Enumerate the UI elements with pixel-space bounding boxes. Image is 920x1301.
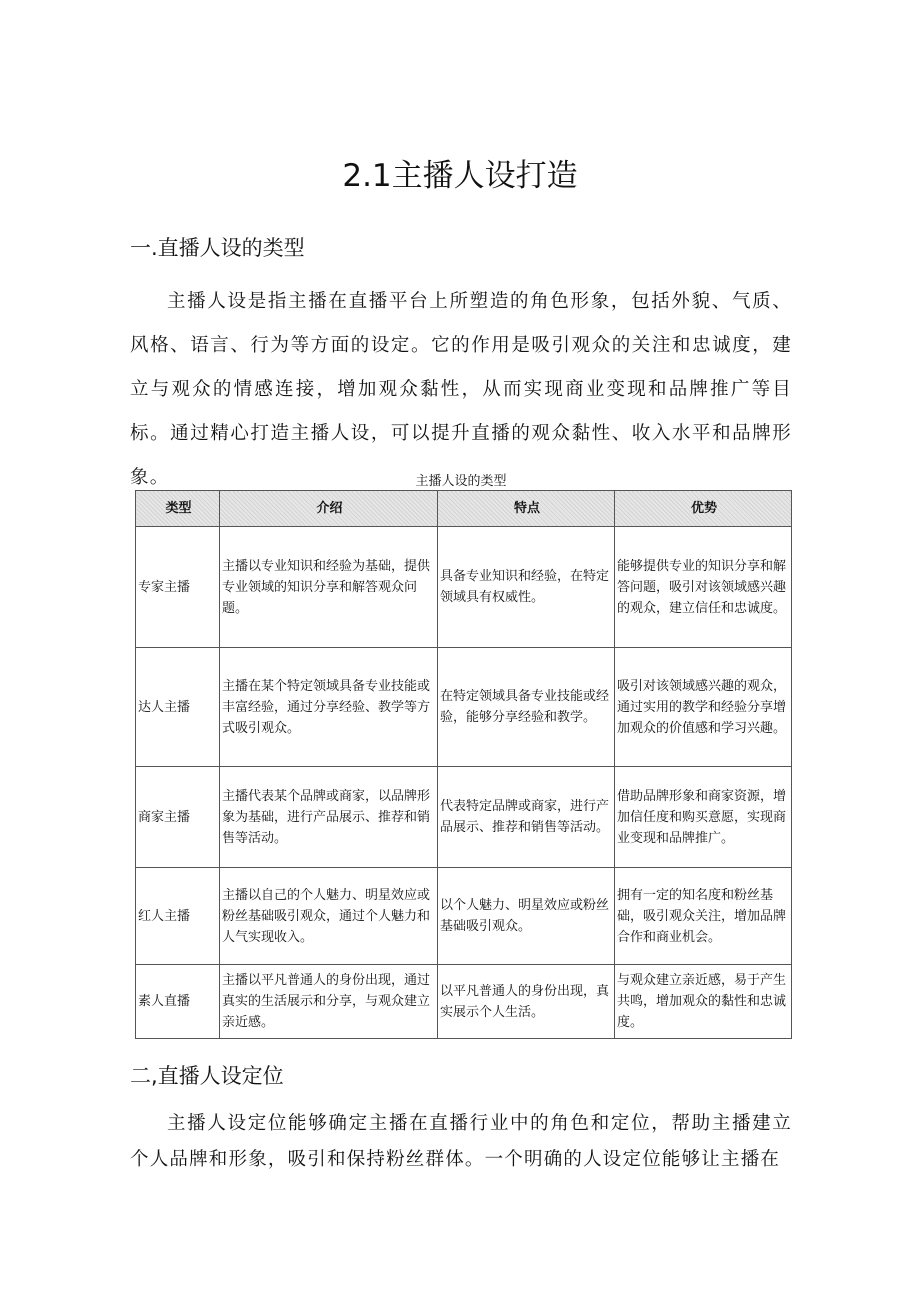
- table-header-row: [136, 491, 792, 527]
- cell-feature: 代表特定品牌或商家，进行产品展示、推荐和销售等活动。: [438, 767, 615, 868]
- cell-intro: 主播以专业知识和经验为基础，提供专业领域的知识分享和解答观众问题。: [220, 527, 438, 648]
- cell-advantage: 拥有一定的知名度和粉丝基础，吸引观众关注，增加品牌合作和商业机会。: [615, 868, 792, 965]
- table-row: [136, 527, 792, 648]
- cell-advantage: 与观众建立亲近感，易于产生共鸣，增加观众的黏性和忠诚度。: [615, 965, 792, 1039]
- table-caption: 主播人设的类型: [415, 474, 507, 489]
- table-row: [136, 965, 792, 1039]
- cell-type: 商家主播: [136, 767, 220, 868]
- cell-type: 红人主播: [136, 868, 220, 965]
- cell-intro: 主播以平凡普通人的身份出现，通过真实的生活展示和分享，与观众建立亲近感。: [220, 965, 438, 1039]
- cell-advantage: 吸引对该领域感兴趣的观众，通过实用的教学和经验分享增加观众的价值感和学习兴趣。: [615, 648, 792, 767]
- page-title: 2.1主播人设打造: [342, 158, 578, 194]
- header-feature: 特点: [438, 491, 615, 527]
- cell-intro: 主播在某个特定领域具备专业技能或丰富经验，通过分享经验、教学等方式吸引观众。: [220, 648, 438, 767]
- header-type: 类型: [136, 491, 220, 527]
- cell-type: 素人直播: [136, 965, 220, 1039]
- table-row: [136, 767, 792, 868]
- cell-feature: 以平凡普通人的身份出现，真实展示个人生活。: [438, 965, 615, 1039]
- section-paragraph-positioning: 主播人设定位能够确定主播在直播行业中的角色和定位，帮助主播建立个人品牌和形象，吸引和保持粉丝群体。一个明确的人设定位能够让主播在: [130, 1113, 792, 1170]
- section-heading-positioning: 二,直播人设定位: [130, 1064, 284, 1088]
- persona-types-table: [135, 490, 792, 1039]
- cell-type: 专家主播: [136, 527, 220, 648]
- cell-advantage: 借助品牌形象和商家资源，增加信任度和购买意愿，实现商业变现和品牌推广。: [615, 767, 792, 868]
- cell-intro: 主播以自己的个人魅力、明星效应或粉丝基础吸引观众，通过个人魅力和人气实现收入。: [220, 868, 438, 965]
- section-heading-types: 一.直播人设的类型: [130, 236, 305, 260]
- table-row: [136, 868, 792, 965]
- section-paragraph-types: 主播人设是指主播在直播平台上所塑造的角色形象，包括外貌、气质、风格、语言、行为等方面的设定。它的作用是吸引观众的关注和忠诚度，建立与观众的情感连接，增加观众黏性，从而实现商业变现和品牌推广等目标。通过精心打造主播人设，可以提升直播的观众黏性、收入水平和品牌形象。: [130, 291, 792, 488]
- cell-intro: 主播代表某个品牌或商家，以品牌形象为基础，进行产品展示、推荐和销售等活动。: [220, 767, 438, 868]
- table-row: [136, 648, 792, 767]
- header-advantage: 优势: [615, 491, 792, 527]
- header-intro: 介绍: [220, 491, 438, 527]
- cell-advantage: 能够提供专业的知识分享和解答问题，吸引对该领域感兴趣的观众，建立信任和忠诚度。: [615, 527, 792, 648]
- cell-type: 达人主播: [136, 648, 220, 767]
- cell-feature: 具备专业知识和经验，在特定领域具有权威性。: [438, 527, 615, 648]
- cell-feature: 在特定领域具备专业技能或经验，能够分享经验和教学。: [438, 648, 615, 767]
- cell-feature: 以个人魅力、明星效应或粉丝基础吸引观众。: [438, 868, 615, 965]
